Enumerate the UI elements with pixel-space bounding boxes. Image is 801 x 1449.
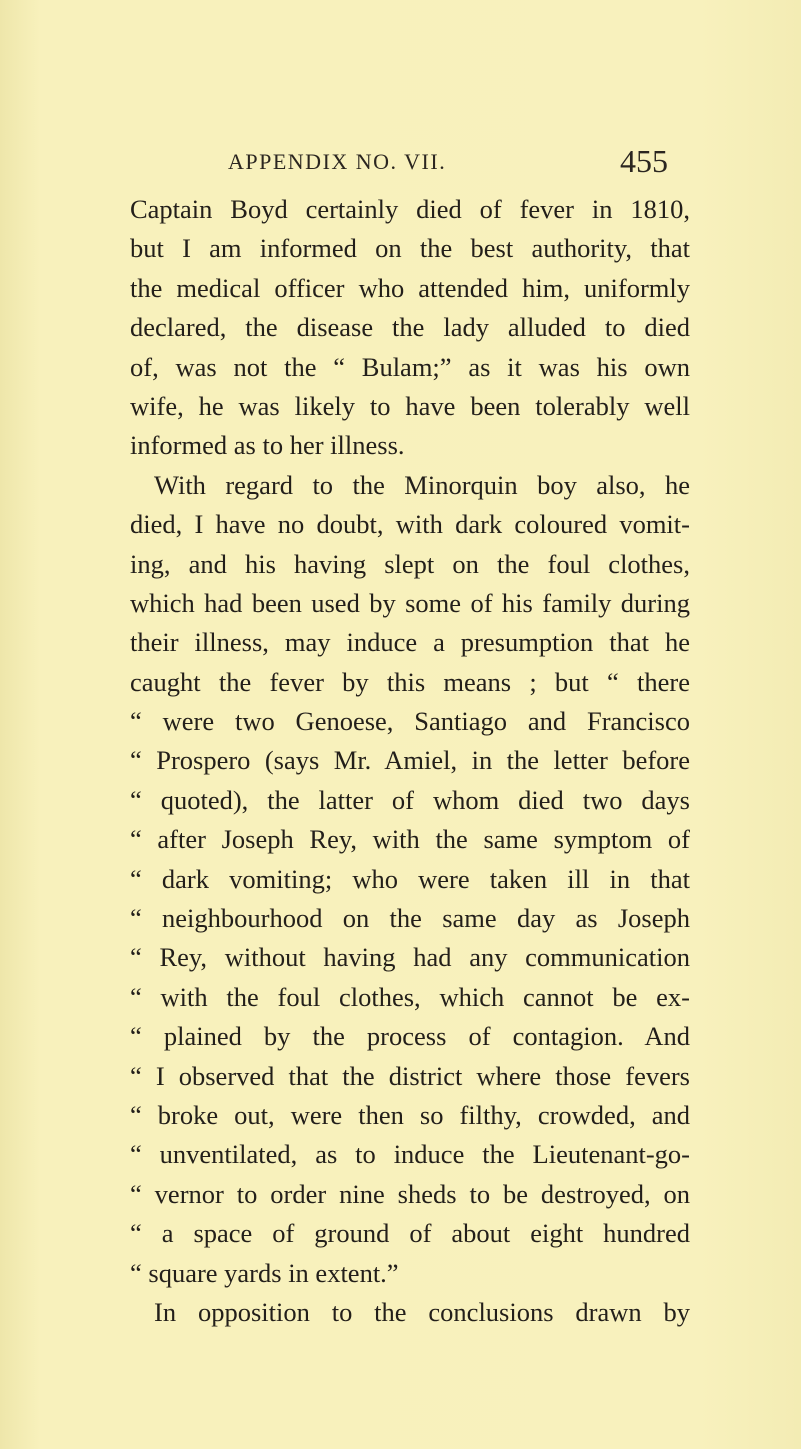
text-line: the medical officer who attended him, uniformly [130,272,690,303]
text-line: “ I observed that the district where those fevers [130,1060,690,1091]
text-line: “ plained by the process of contagion. And [130,1021,690,1052]
text-line: Captain Boyd certainly died of fever in 1810, [130,194,690,224]
text-line: “ quoted), the latter of whom died two days [130,784,690,815]
text-line: of, was not the “ Bulam;” as it was his own [130,351,690,382]
text-line: “ were two Genoese, Santiago and Francisco [130,706,690,737]
text-line: but I am informed on the best authority, that [130,233,690,264]
text-line: “ Rey, without having had any communication [130,942,690,973]
text-line: “ square yards in extent.” [130,1257,399,1288]
page-number: 455 [620,143,668,179]
text-line: caught the fever by this means ; but “ there [130,666,690,697]
text-line: “ broke out, were then so filthy, crowded, and [130,1099,690,1130]
text-line: “ Prospero (says Mr. Amiel, in the letter before [130,745,690,776]
text-line: “ unventilated, as to induce the Lieutenant-go- [130,1139,690,1170]
body-text [130,190,690,1332]
text-line: “ dark vomiting; who were taken ill in that [130,863,690,894]
text-line: their illness, may induce a presumption that he [130,627,690,658]
text-line: “ with the foul clothes, which cannot be ex- [130,981,690,1012]
text-line: “ vernor to order nine sheds to be destroyed, on [130,1178,690,1209]
text-line: informed as to her illness. [130,430,405,461]
text-line: died, I have no doubt, with dark coloured vomit- [130,509,690,540]
text-line: declared, the disease the lady alluded to died [130,312,690,343]
header-title: APPENDIX NO. VII. [228,149,447,174]
running-header [0,143,801,177]
text-line: With regard to the Minorquin boy also, he [154,469,690,500]
text-line: “ a space of ground of about eight hundred [130,1218,690,1249]
text-line: wife, he was likely to have been tolerably well [130,390,690,421]
text-line: which had been used by some of his family during [130,587,690,618]
text-line: ing, and his having slept on the foul clothes, [130,548,690,579]
text-line: “ after Joseph Rey, with the same symptom of [130,824,690,855]
text-line: “ neighbourhood on the same day as Joseph [130,903,690,934]
text-line: In opposition to the conclusions drawn by [154,1296,690,1327]
